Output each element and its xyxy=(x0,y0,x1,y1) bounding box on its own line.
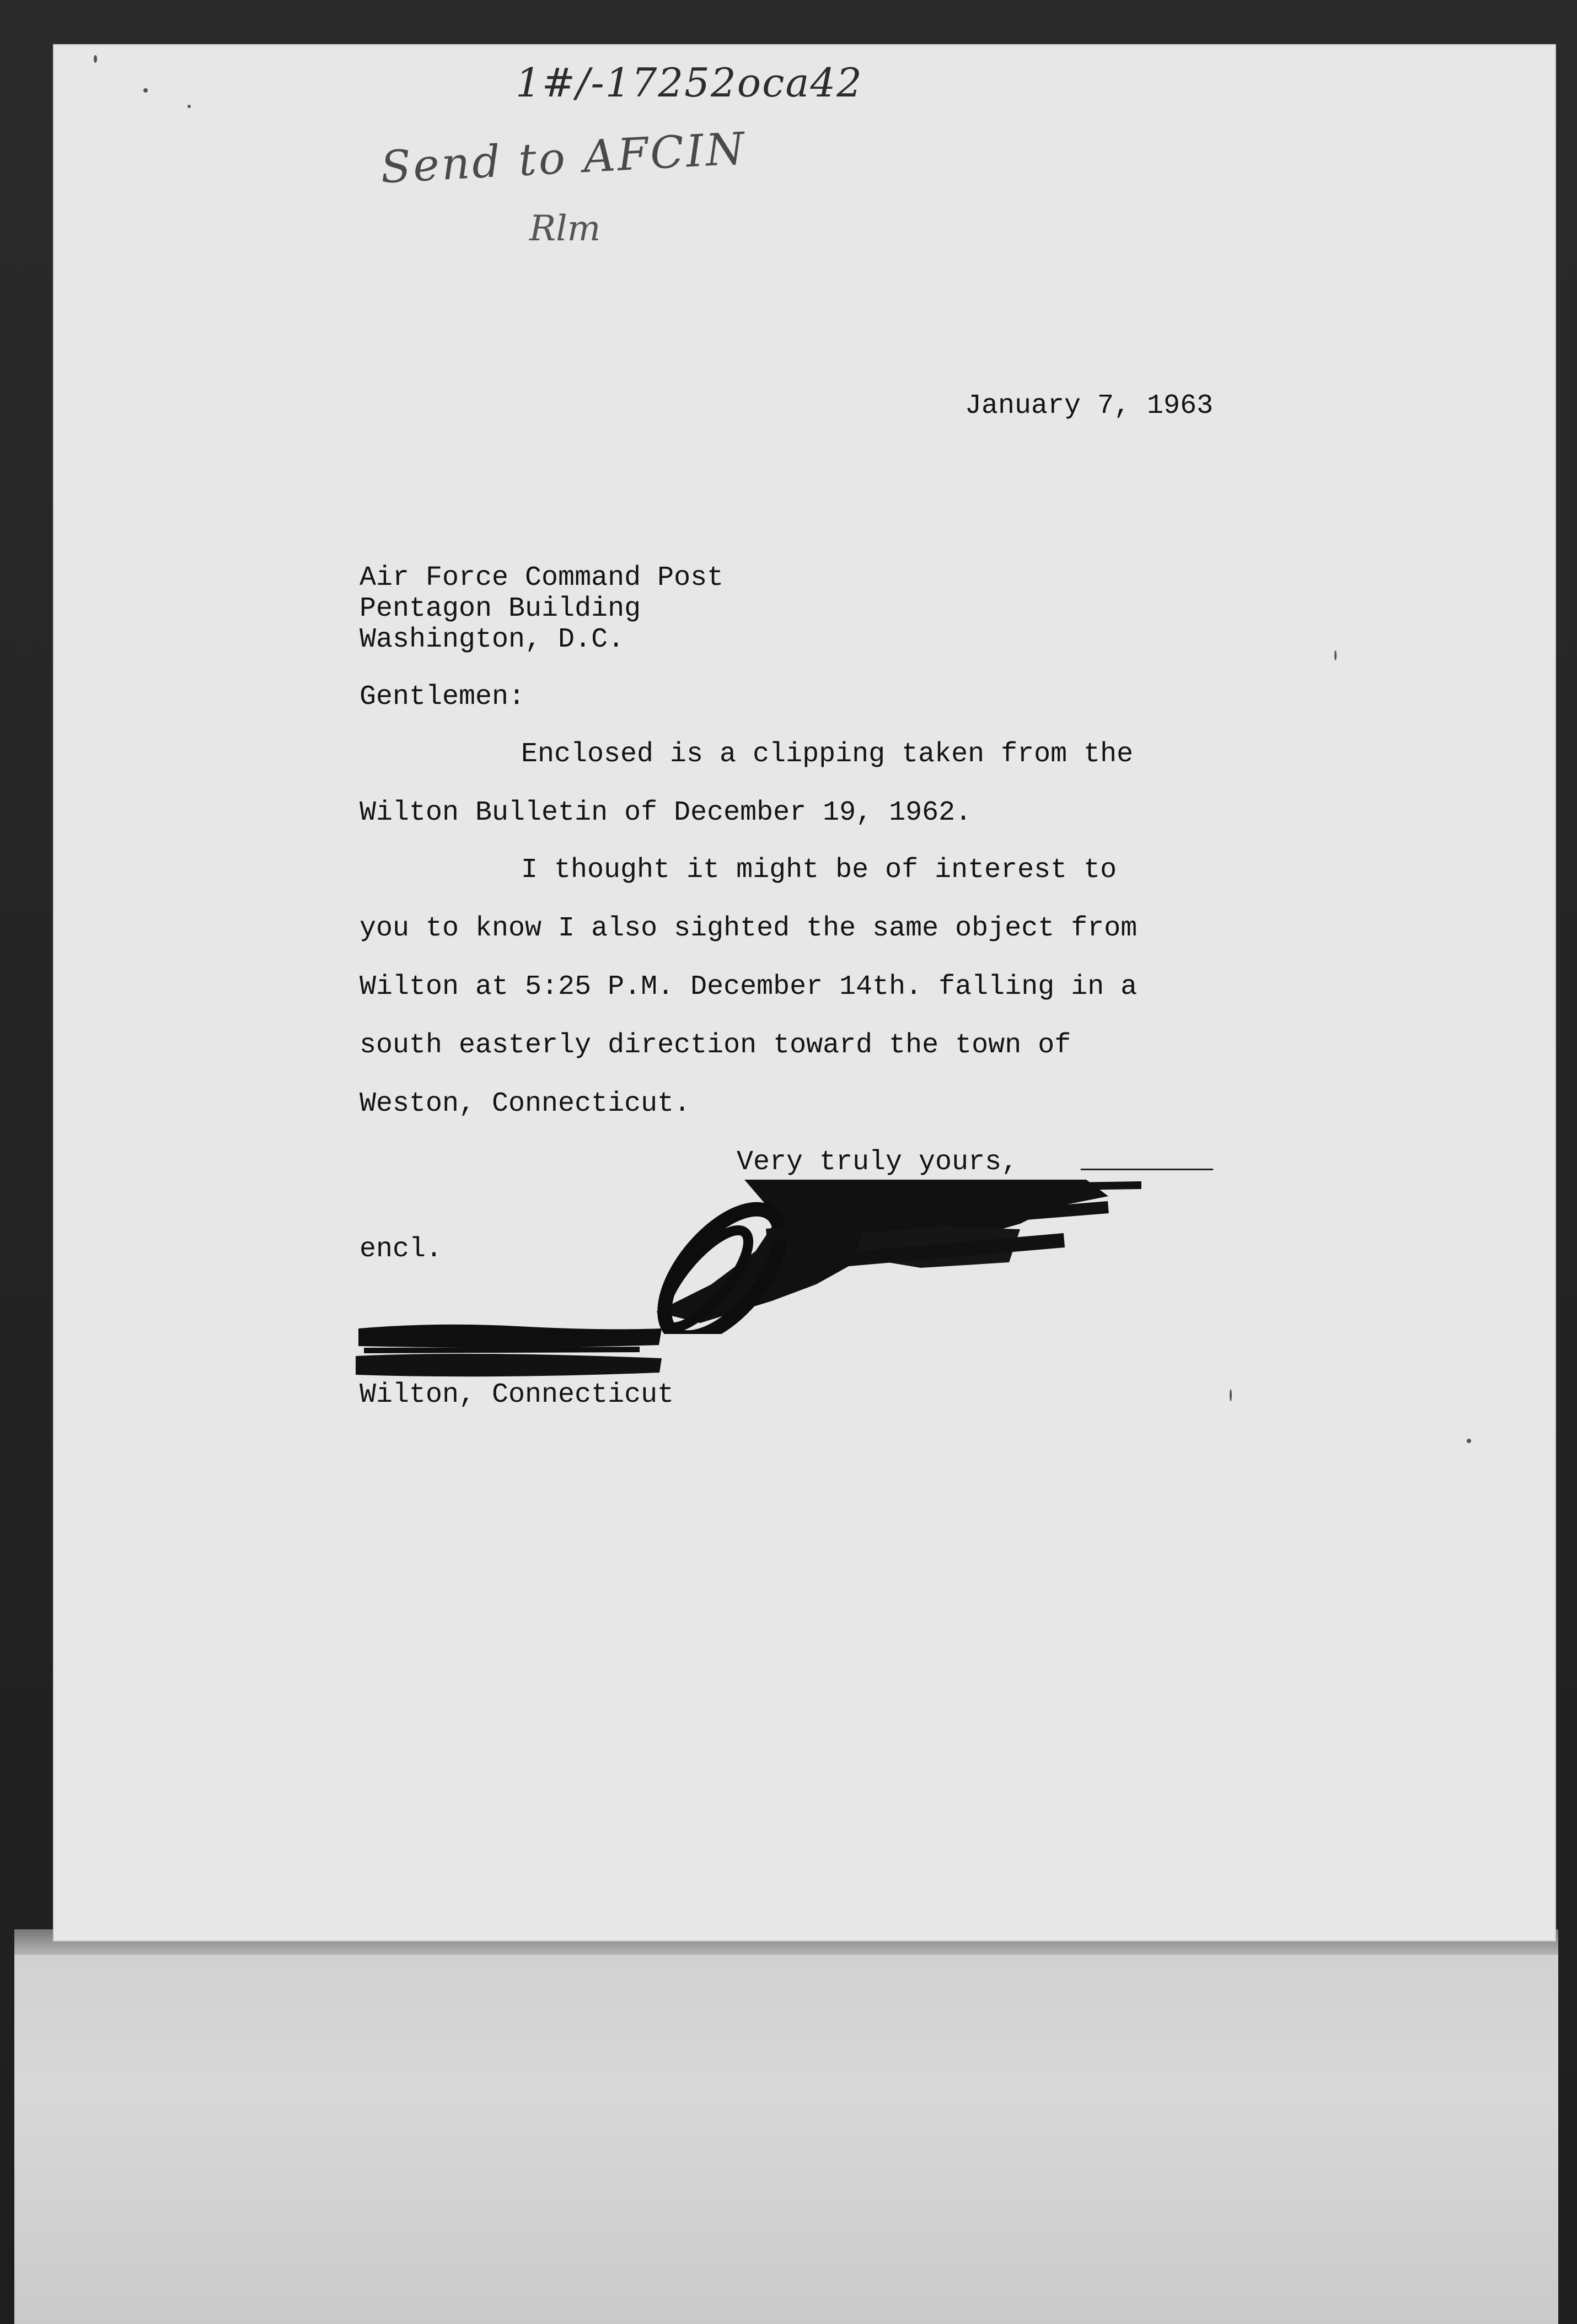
salutation: Gentlemen: xyxy=(360,681,525,713)
body-line: you to know I also sighted the same object from xyxy=(360,913,1138,944)
scan-speck xyxy=(1334,650,1337,660)
scan-speck xyxy=(1230,1389,1232,1401)
recipient-line-2: Pentagon Building xyxy=(360,593,641,625)
body-line: Wilton Bulletin of December 19, 1962. xyxy=(360,797,972,829)
letter-date: January 7, 1963 xyxy=(965,390,1214,422)
redacted-sender-name xyxy=(353,1317,667,1389)
redacted-signature xyxy=(634,1158,1141,1334)
scan-speck xyxy=(187,105,191,108)
body-line: I thought it might be of interest to xyxy=(521,854,1117,886)
scan-speck xyxy=(143,88,148,93)
body-line: south easterly direction toward the town of xyxy=(360,1030,1071,1061)
body-line: Weston, Connecticut. xyxy=(360,1088,691,1120)
enclosure-note: encl. xyxy=(360,1234,443,1265)
body-line: Enclosed is a clipping taken from the xyxy=(521,739,1134,770)
handwritten-routing-note: Send to AFCIN xyxy=(379,122,748,193)
underlying-sheet xyxy=(14,1929,1558,2324)
scan-speck xyxy=(94,55,97,63)
handwritten-file-number: 1#/-17252oca42 xyxy=(516,60,863,106)
recipient-line-1: Air Force Command Post xyxy=(360,562,724,594)
body-line: Wilton at 5:25 P.M. December 14th. falling in a xyxy=(360,971,1138,1003)
sender-city: Wilton, Connecticut xyxy=(360,1379,674,1411)
handwritten-initials: Rlm xyxy=(529,208,601,249)
recipient-line-3: Washington, D.C. xyxy=(360,624,625,655)
scan-speck xyxy=(1467,1439,1471,1443)
closing: Very truly yours, xyxy=(737,1147,1018,1178)
